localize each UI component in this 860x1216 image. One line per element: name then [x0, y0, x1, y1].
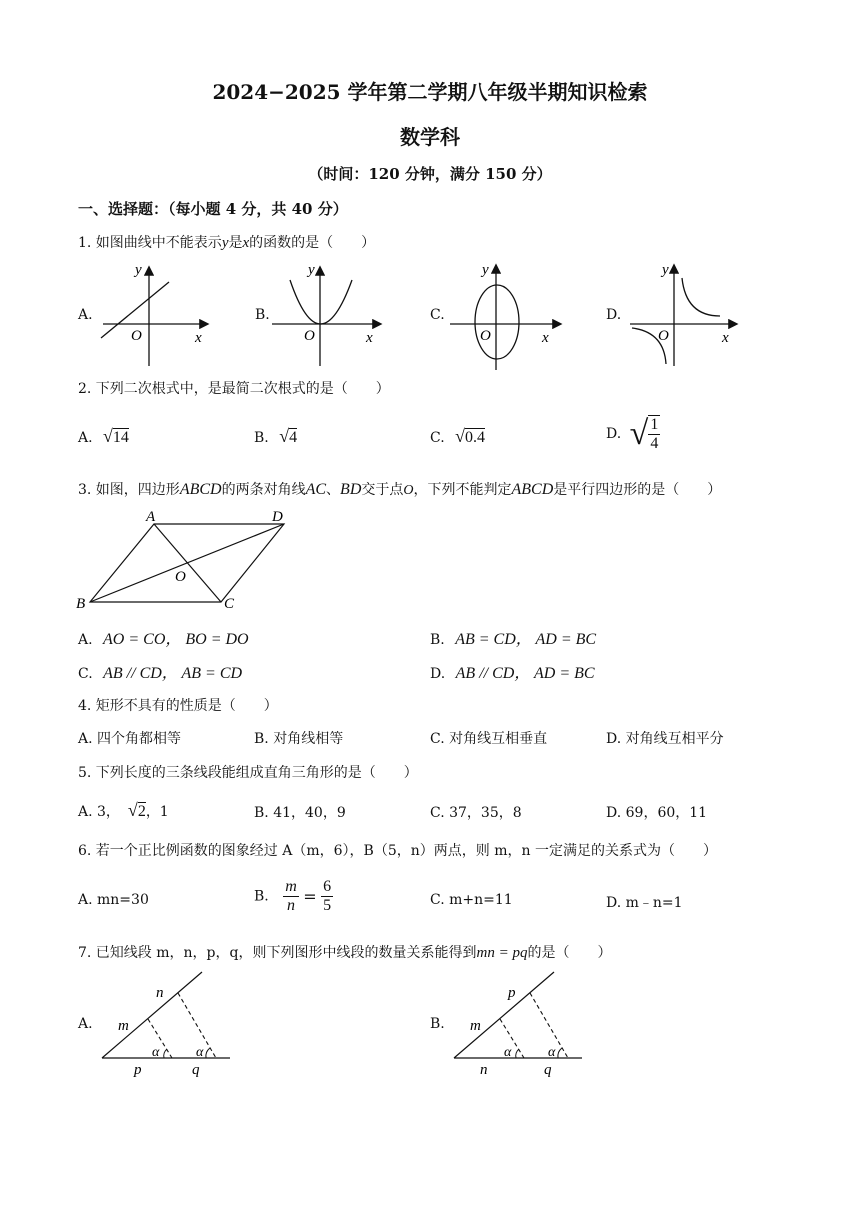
label-m: m [118, 1018, 129, 1034]
q1-var-x: x [242, 235, 250, 251]
q1-option-d-label: D. [606, 307, 622, 323]
q3-o: O [403, 483, 414, 498]
curve-hyperbola-1 [682, 278, 720, 316]
label-q: q [192, 1062, 200, 1078]
q2-option-c [430, 426, 485, 447]
q6-b-rnum: 6 [323, 878, 332, 895]
q5-a-radicand: 2 [137, 803, 146, 820]
label-alpha-2: α [548, 1045, 556, 1060]
q3-text-e: 是平行四边形的是（ ） [553, 482, 722, 498]
q4-option-d: D. 对角线互相平分 [606, 731, 724, 747]
question-4-stem: 4. 矩形不具有的性质是（ ） [78, 698, 278, 714]
q6-option-d: D. m﹣n=1 [606, 895, 683, 911]
sqrt-icon: √ [455, 426, 466, 446]
x-label: x [542, 330, 549, 346]
label-alpha-1: α [504, 1045, 512, 1060]
q2-d-fraction [648, 415, 660, 453]
angle-arc-2 [206, 1048, 210, 1058]
q3-quad-2: ABCD [511, 481, 554, 498]
q6-b-label: B. [254, 888, 269, 905]
q3-ac: AC [305, 481, 327, 498]
q5-a-pre: A. 3， [78, 804, 120, 820]
q5-option-a [78, 800, 169, 821]
vertex-d: D [272, 509, 283, 525]
q1-graph-a [95, 258, 215, 370]
question-1-stem [78, 232, 375, 252]
q5-option-c: C. 37，35，8 [430, 805, 522, 821]
q3-a-text: AO = CO， BO = DO [103, 631, 249, 648]
origin-label: O [480, 328, 491, 344]
q3-option-c [78, 660, 242, 683]
q3-a-label: A. [78, 632, 93, 648]
label-m: m [470, 1018, 481, 1034]
q2-c-radicand: 0.4 [465, 429, 486, 446]
q2-b-label: B. [254, 430, 269, 446]
x-label: x [195, 330, 202, 346]
label-q: q [544, 1062, 552, 1078]
q3-text-b: 的两条对角线 [221, 482, 306, 498]
q7-text-a: 7. 已知线段 m，n，p，q，则下列图形中线段的数量关系能得到 [78, 945, 477, 961]
q1-option-c-label: C. [430, 307, 445, 323]
angle-arc-1 [164, 1049, 167, 1058]
q3-c-label: C. [78, 666, 93, 682]
vertex-a: A [146, 509, 156, 525]
y-label: y [482, 262, 489, 278]
q4-option-c: C. 对角线互相垂直 [430, 731, 548, 747]
q1-text-c: 的函数的是（ ） [249, 235, 376, 251]
q4-option-a: A. 四个角都相等 [78, 731, 182, 747]
curve-parabola [290, 280, 352, 324]
sqrt-icon: √ [279, 426, 290, 446]
q4-option-b: B. 对角线相等 [254, 731, 344, 747]
q6-b-lden: n [286, 897, 295, 914]
sqrt-icon: √ [127, 800, 138, 820]
q6-b-rden: 5 [323, 897, 332, 914]
q3-c-text: AB // CD， AB = CD [103, 665, 243, 682]
q6-b-eq: = [303, 887, 317, 906]
angle-arc-2 [558, 1048, 562, 1058]
q1-graph-d [624, 258, 742, 370]
section-heading: 一、选择题：（每小题 4 分，共 40 分） [78, 200, 348, 218]
q7-figure-a [98, 966, 238, 1080]
q6-b-right-fraction [321, 878, 333, 915]
q1-graph-b [268, 258, 388, 370]
center-o: O [175, 569, 186, 585]
sqrt-icon: √ [103, 426, 113, 446]
q7-option-b-label: B. [430, 1016, 445, 1032]
diagonal-bd [90, 524, 284, 602]
label-p: p [508, 985, 516, 1001]
q2-a-label: A. [78, 430, 93, 446]
q3-b-label: B. [430, 632, 445, 648]
q3-d-label: D. [430, 666, 446, 682]
q1-option-b-label: B. [255, 307, 270, 323]
q3-sep: 、 [326, 482, 341, 498]
vertex-c: C [224, 596, 235, 612]
q2-option-a [78, 426, 129, 447]
origin-label: O [658, 328, 669, 344]
question-7-stem [78, 942, 611, 962]
q3-text-a: 3. 如图，四边形 [78, 482, 180, 498]
x-label: x [722, 330, 729, 346]
q2-c-label: C. [430, 430, 445, 446]
q3-b-text: AB = CD， AD = BC [455, 631, 597, 648]
q3-option-a [78, 626, 249, 649]
q2-option-d [606, 414, 660, 454]
subject-title: 数学科 [400, 125, 460, 149]
y-label: y [662, 262, 669, 278]
q3-option-b [430, 626, 596, 649]
q2-d-den: 4 [650, 435, 659, 452]
label-n: n [156, 985, 164, 1001]
q7-option-a-label: A. [78, 1016, 93, 1032]
q1-text-a: 1. 如图曲线中不能表示 [78, 235, 222, 251]
q1-graph-c [448, 258, 566, 374]
q7-figure-b [450, 966, 590, 1080]
q1-var-y: y [221, 235, 229, 251]
q1-option-a-label: A. [78, 307, 93, 323]
q6-b-left-fraction [283, 878, 299, 915]
q2-d-label: D. [606, 426, 622, 442]
q2-d-num: 1 [650, 416, 659, 433]
q2-option-b [254, 426, 297, 447]
question-2-stem: 2. 下列二次根式中，是最简二次根式的是（ ） [78, 381, 390, 397]
q6-option-a: A. mn=30 [78, 892, 149, 908]
question-6-stem: 6. 若一个正比例函数的图象经过 A（m，6），B（5，n）两点，则 m，n 一定满足的关系式为（ ） [78, 843, 717, 859]
angle-arc-1 [516, 1049, 519, 1058]
q1-text-b: 是 [228, 235, 243, 251]
q7-expr: mn = pq [476, 945, 528, 961]
label-alpha-2: α [196, 1045, 204, 1060]
q3-option-d [430, 660, 595, 683]
vertex-b: B [76, 596, 86, 612]
question-3-stem [78, 479, 721, 499]
time-info: （时间：120 分钟，满分 150 分） [308, 165, 552, 183]
q7-text-b: 的是（ ） [527, 945, 612, 961]
origin-label: O [304, 328, 315, 344]
x-label: x [366, 330, 373, 346]
exam-title: 2024−2025 学年第二学期八年级半期知识检索 [212, 80, 648, 104]
q3-parallelogram-figure [74, 506, 294, 614]
q6-option-c: C. m+n=11 [430, 892, 513, 908]
origin-label: O [131, 328, 142, 344]
q3-d-text: AB // CD， AD = BC [455, 665, 595, 682]
y-label: y [308, 262, 315, 278]
q3-quad: ABCD [179, 481, 222, 498]
question-5-stem: 5. 下列长度的三条线段能组成直角三角形的是（ ） [78, 765, 418, 781]
q3-text-c: 交于点 [361, 482, 404, 498]
q2-b-radicand: 4 [289, 429, 298, 446]
curve-ellipse [475, 285, 519, 359]
q3-bd: BD [340, 481, 362, 498]
q3-text-d: ，下列不能判定 [413, 482, 512, 498]
q5-option-b: B. 41，40，9 [254, 805, 346, 821]
label-p: p [134, 1062, 142, 1078]
label-alpha-1: α [152, 1045, 160, 1060]
y-label: y [135, 262, 142, 278]
sqrt-icon: √ [629, 415, 649, 452]
q2-a-radicand: 14 [112, 429, 129, 446]
q6-option-b [254, 878, 333, 915]
label-n: n [480, 1062, 488, 1078]
q5-a-post: ，1 [145, 804, 169, 820]
q6-b-lnum: m [285, 878, 297, 895]
q5-option-d: D. 69，60，11 [606, 805, 708, 821]
